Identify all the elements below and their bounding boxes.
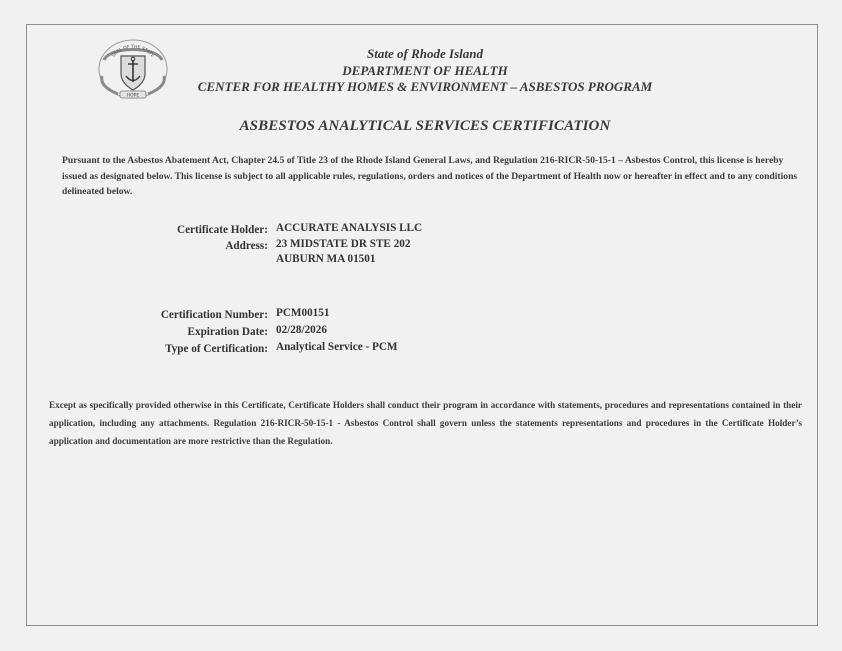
cert-number-row: [122, 307, 330, 322]
holder-value: ACCURATE ANALYSIS LLC: [276, 222, 423, 234]
state-name: State of Rhode Island: [367, 46, 483, 61]
address-line-1: 23 MIDSTATE DR STE 202: [276, 238, 411, 250]
address-row: [122, 238, 411, 253]
seal-top-text: SEAL OF THE STATE: [111, 44, 155, 59]
cert-number-label: Certification Number:: [160, 309, 268, 321]
cert-type-label: Type of Certification:: [165, 343, 268, 355]
address-label: Address:: [225, 240, 268, 252]
expiration-label: Expiration Date:: [187, 326, 268, 338]
expiration-row: [122, 324, 327, 339]
address-line-2: AUBURN MA 01501: [276, 253, 376, 265]
certificate-title: ASBESTOS ANALYTICAL SERVICES CERTIFICATION: [239, 118, 611, 134]
closing-paragraph: Except as specifically provided otherwise in this Certificate, Certificate Holders shall conduct their program in accordance with statements, procedures and representations contained in their application, including any attachments. Regulation 216-RICR-50-15-1 - Asbestos Control shall govern unless the statements representations and procedures in the Certificate Holder’s application and documentation are more restrictive than the Regulation.: [49, 400, 802, 446]
agency-header: [180, 46, 670, 96]
program-name: CENTER FOR HEALTHY HOMES & ENVIRONMENT – ASBESTOS PROGRAM: [197, 79, 653, 94]
holder-row: [122, 222, 423, 237]
seal-motto: HOPE: [126, 93, 140, 99]
department-name: DEPARTMENT OF HEALTH: [342, 62, 508, 78]
cert-type-row: [122, 341, 398, 356]
cert-number-value: PCM00151: [276, 307, 330, 319]
cert-type-value: Analytical Service - PCM: [276, 341, 398, 353]
state-seal-icon: [96, 38, 170, 104]
expiration-value: 02/28/2026: [276, 324, 327, 336]
intro-paragraph: Pursuant to the Asbestos Abatement Act, Chapter 24.5 of Title 23 of the Rhode Island General Laws, and Regulation 216-RICR-50-15-1 – Asbestos Control, this license is hereby issued as designated below. This license is subject to all applicable rules, regulations, orders and notices of the Department of Health now or hereafter in effect and to any conditions delineated below.: [62, 155, 798, 197]
holder-label: Certificate Holder:: [176, 224, 268, 236]
address-row-2: [122, 253, 376, 268]
